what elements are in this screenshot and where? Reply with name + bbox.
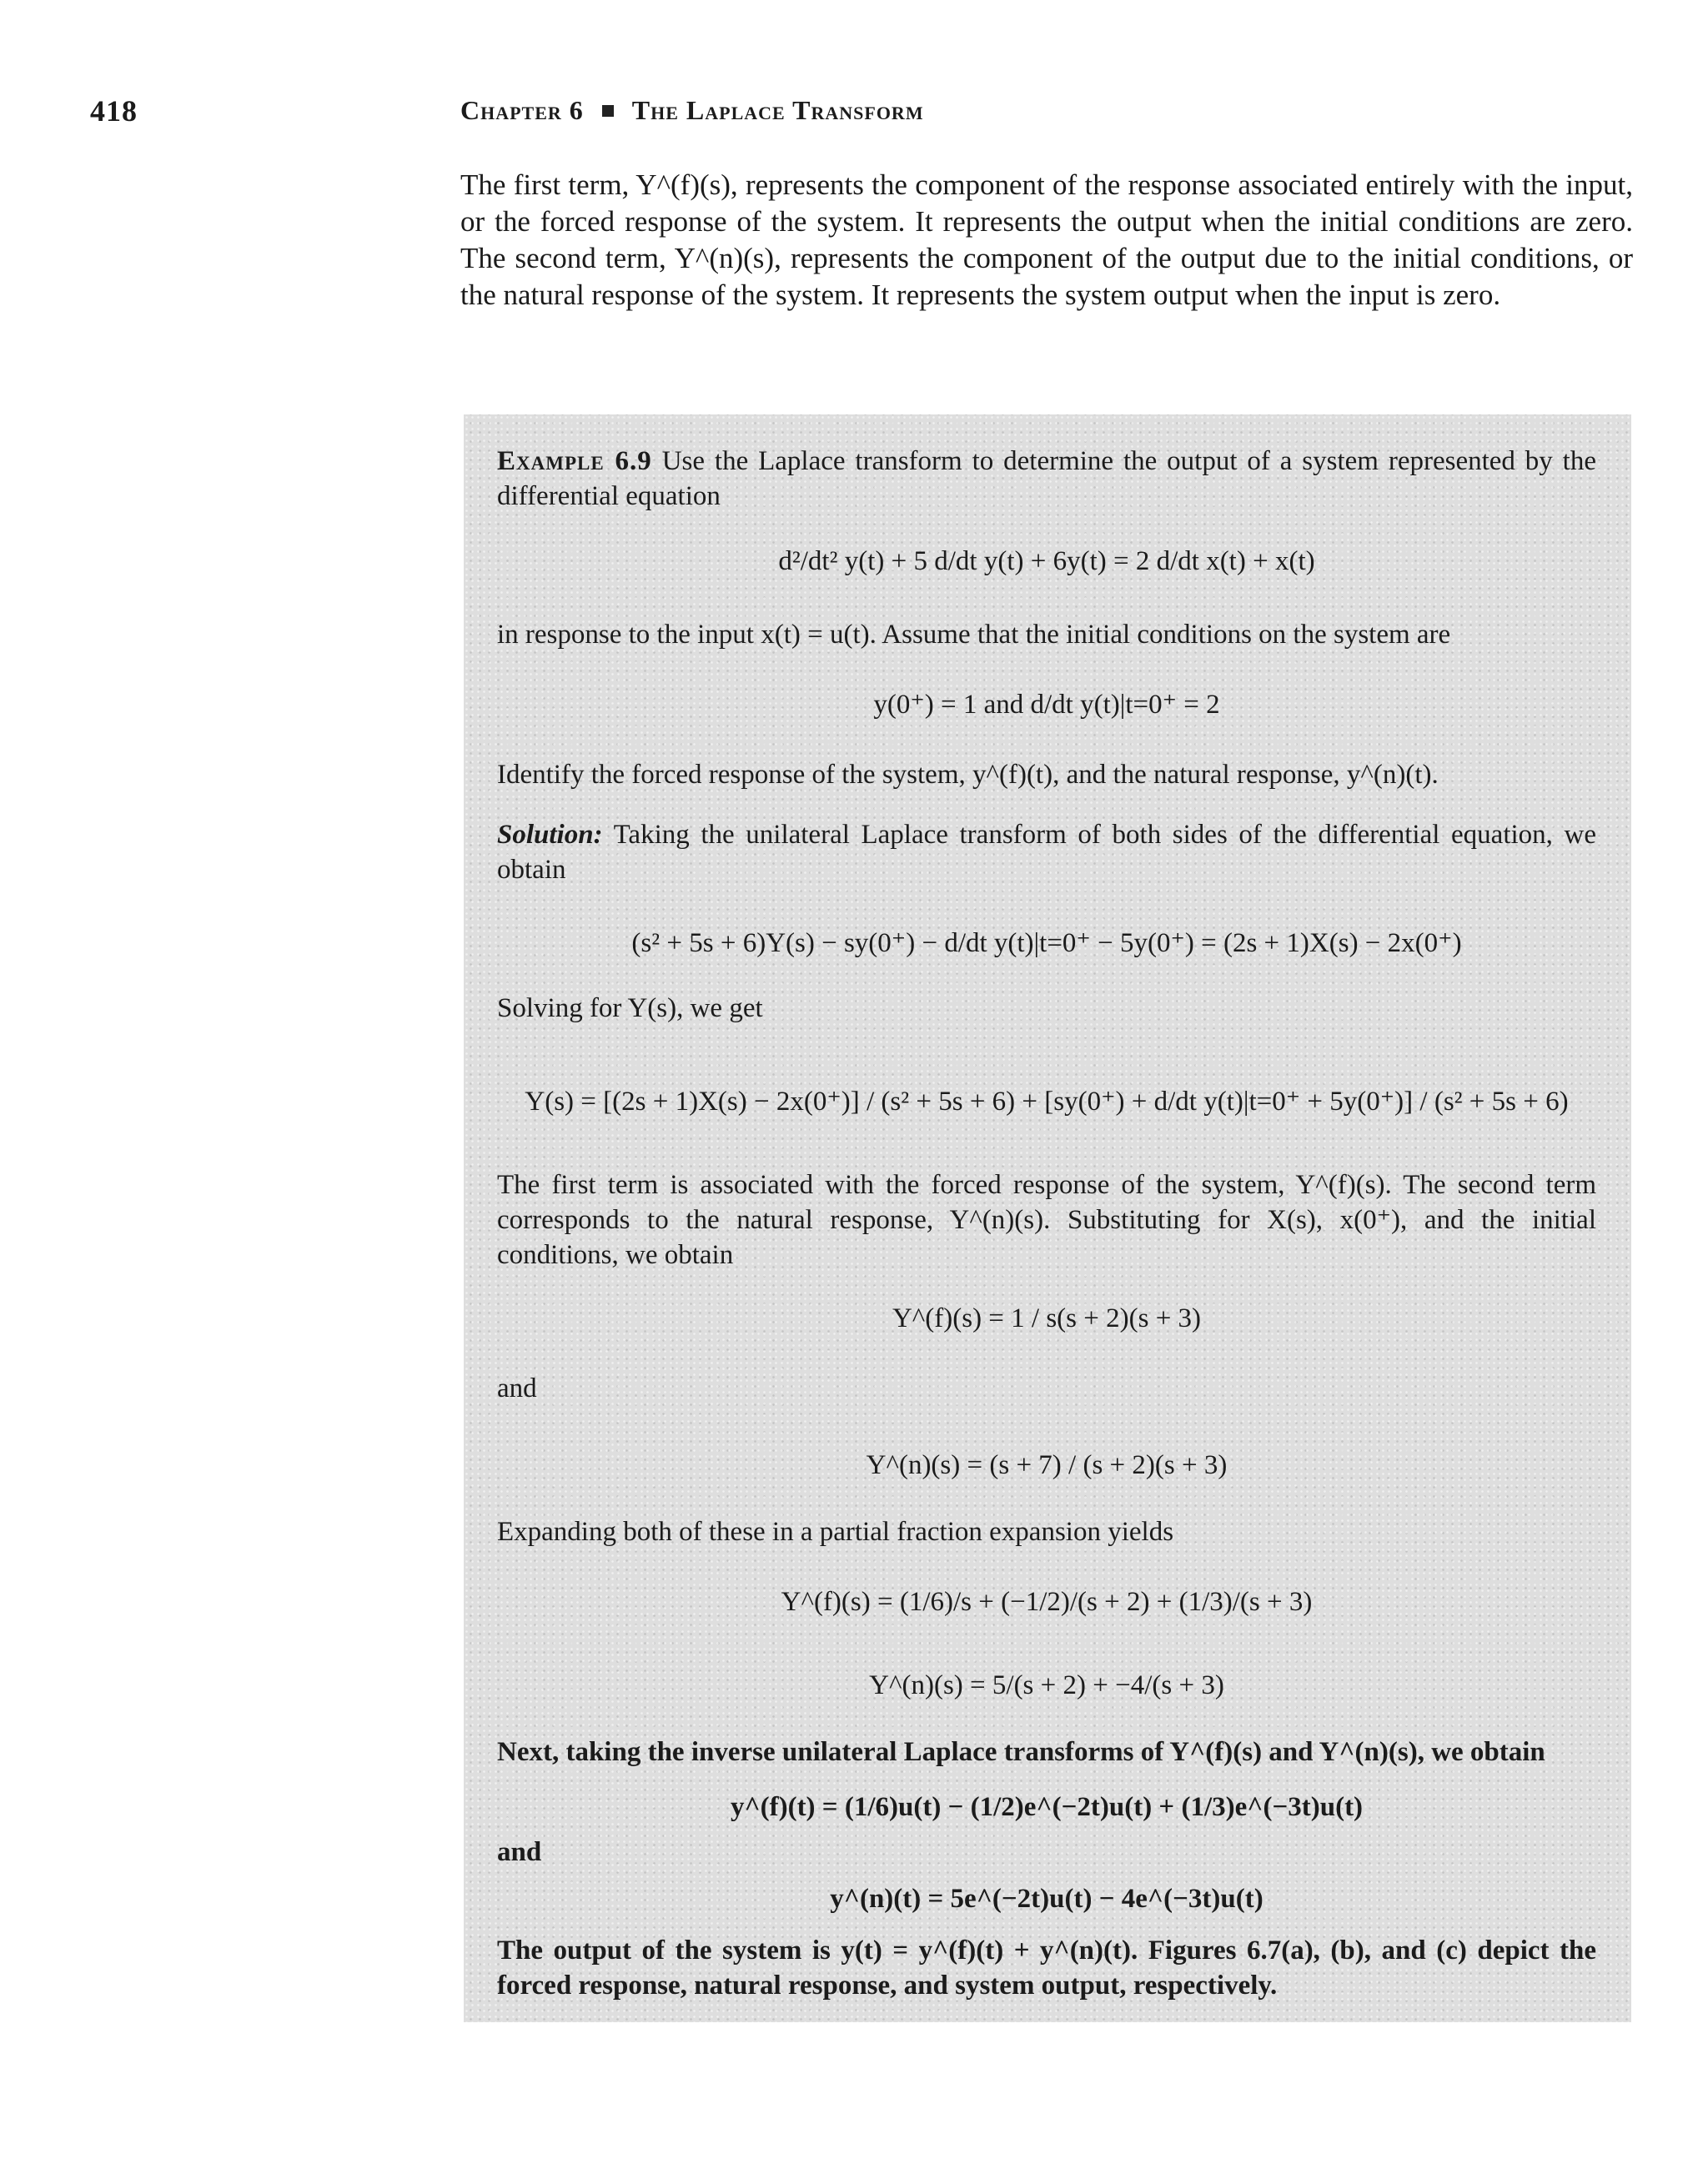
solution-paragraph [497, 817, 1596, 887]
expanding-paragraph: Expanding both of these in a partial fraction expansion yields [497, 1517, 1174, 1547]
and-text-1: and [497, 1373, 537, 1403]
equation-Yn: Y^(n)(s) = (s + 7) / (s + 2)(s + 3) [866, 1450, 1228, 1480]
next-paragraph: Next, taking the inverse unilateral Laplace transforms of Y^(f)(s) and Y^(n)(s), we obtain [497, 1737, 1545, 1767]
intro-paragraph: The first term, Y^(f)(s), represents the component of the response associated entirely with the input, or the forced response of the system. It represents the output when the initial conditions are zero. The second term, Y^(n)(s), represents the component of the output due to the initial conditions, or the natural response of the system. It represents the system output when the input is zero. [460, 168, 1633, 311]
solution-label: Solution: [497, 820, 603, 850]
example-label: Example 6.9 [497, 446, 652, 476]
identify-paragraph: Identify the forced response of the system, y^(f)(t), and the natural response, y^(n)(t). [497, 760, 1439, 790]
equation-initial-conditions: y(0⁺) = 1 and d/dt y(t)|t=0⁺ = 2 [873, 690, 1220, 720]
equation-Yf-partial-fraction: Y^(f)(s) = (1/6)/s + (−1/2)/(s + 2) + (1/3)/(s + 3) [781, 1587, 1313, 1617]
equation-differential: d²/dt² y(t) + 5 d/dt y(t) + 6y(t) = 2 d/dt x(t) + x(t) [778, 546, 1315, 576]
equation-transform: (s² + 5s + 6)Y(s) − sy(0⁺) − d/dt y(t)|t=0⁺ − 5y(0⁺) = (2s + 1)X(s) − 2x(0⁺) [631, 928, 1462, 958]
running-head [460, 95, 924, 126]
solution-text: Taking the unilateral Laplace transform of both sides of the differential equation, we obtain [497, 820, 1596, 885]
first-term-paragraph: The first term is associated with the forced response of the system, Y^(f)(s). The second term corresponds to the natural response, Y^(n)(s). Substituting for X(s), x(0⁺), and the initial conditions, we obtain [497, 1170, 1596, 1270]
chapter-label: Chapter 6 [460, 95, 584, 125]
input-paragraph: in response to the input x(t) = u(t). Assume that the initial conditions on the system are [497, 620, 1451, 650]
example-statement-text: Use the Laplace transform to determine the output of a system represented by the differential equation [497, 446, 1596, 511]
equation-Yn-partial-fraction: Y^(n)(s) = 5/(s + 2) + −4/(s + 3) [869, 1670, 1224, 1700]
equation-yf-time: y^(f)(t) = (1/6)u(t) − (1/2)e^(−2t)u(t) + (1/3)e^(−3t)u(t) [730, 1792, 1364, 1822]
example-statement [497, 444, 1596, 514]
equation-Y: Y(s) = [(2s + 1)X(s) − 2x(0⁺)] / (s² + 5s + 6) + [sy(0⁺) + d/dt y(t)|t=0⁺ + 5y(0⁺)] / (s² + 5s + 6) [525, 1087, 1569, 1117]
equation-yn-time: y^(n)(t) = 5e^(−2t)u(t) − 4e^(−3t)u(t) [830, 1884, 1263, 1914]
solving-paragraph: Solving for Y(s), we get [497, 993, 763, 1023]
equation-Yf: Y^(f)(s) = 1 / s(s + 2)(s + 3) [892, 1303, 1202, 1333]
chapter-title: The Laplace Transform [631, 95, 924, 125]
separator-square-icon [602, 105, 614, 117]
page-number: 418 [90, 94, 138, 128]
output-paragraph: The output of the system is y(t) = y^(f)(t) + y^(n)(t). Figures 6.7(a), (b), and (c) depict the forced response, natural response, and system output, respectively. [497, 1936, 1596, 2001]
and-text-2: and [497, 1837, 542, 1867]
